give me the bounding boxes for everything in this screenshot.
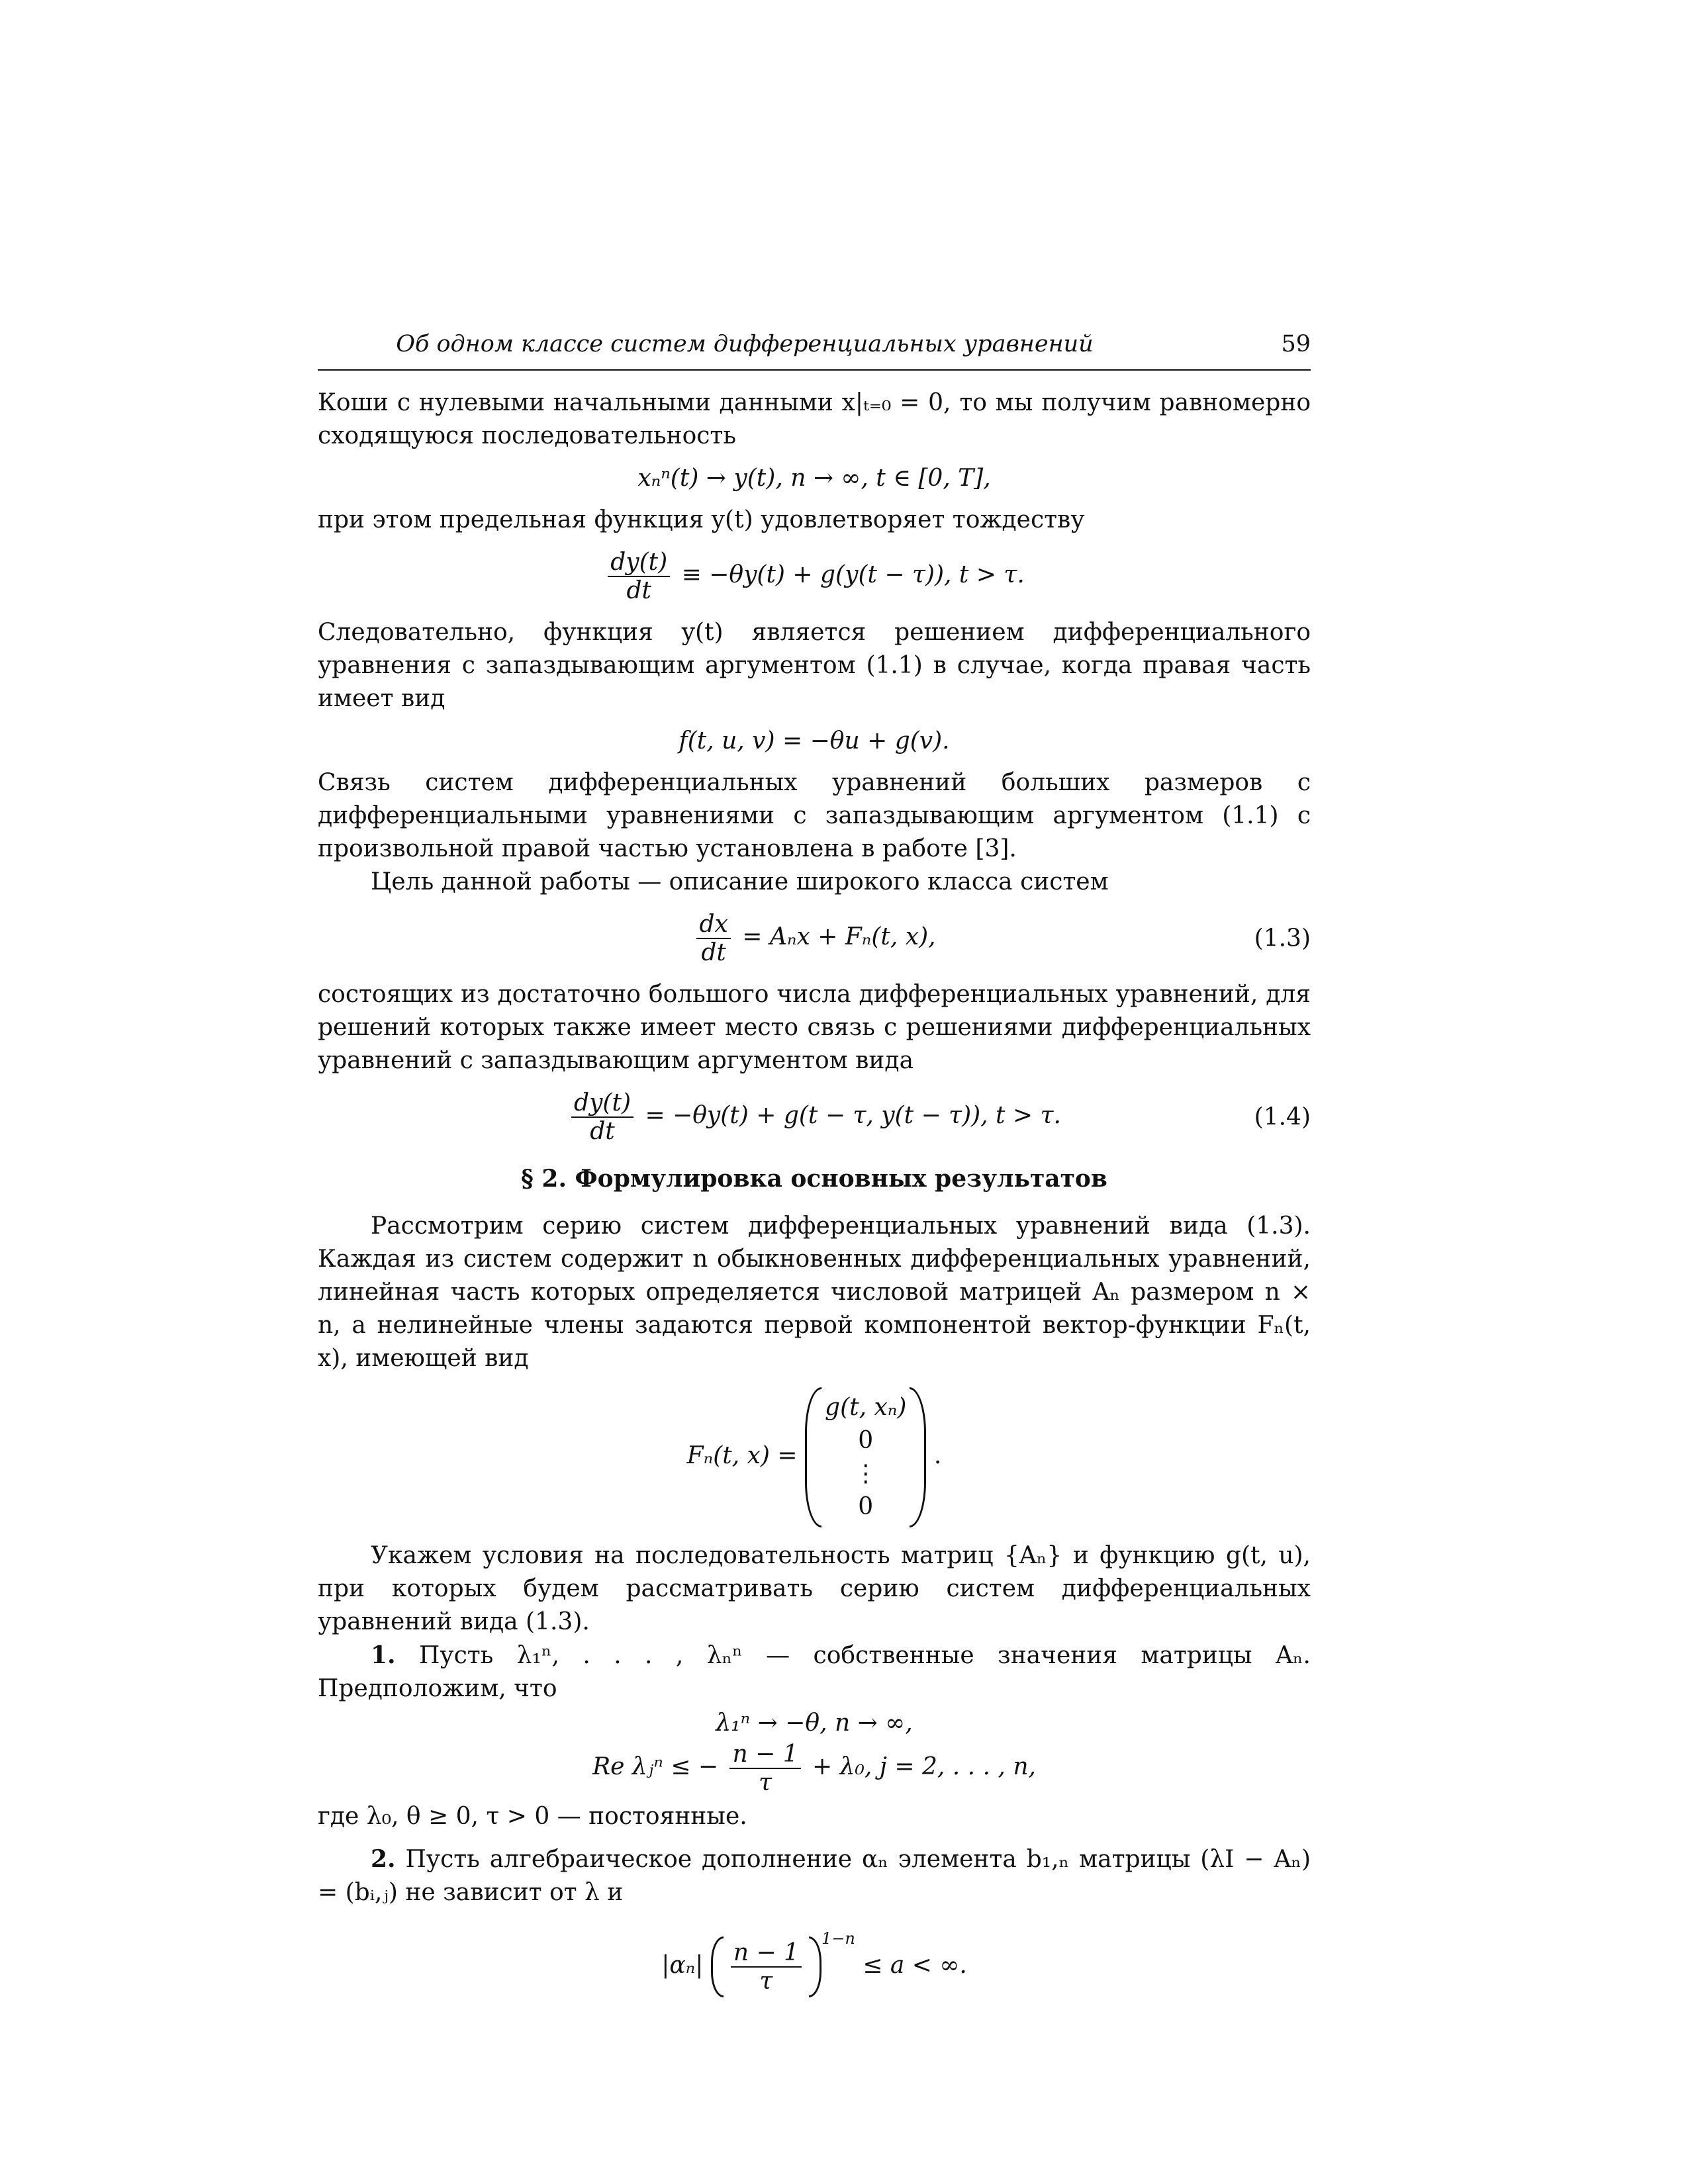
equation-rest: = Aₙx + Fₙ(t, x), [742, 923, 936, 950]
fraction [608, 549, 670, 604]
fraction [696, 911, 730, 966]
equation-eigen-limit [318, 1709, 1311, 1737]
fraction-numerator: n − 1 [729, 1741, 800, 1769]
paragraph-5: Цель данной работы — описание широкого класса систем [371, 868, 1109, 895]
paragraph-2: при этом предельная функция y(t) удовлетворяет тождеству [318, 506, 1085, 533]
fraction [729, 1741, 800, 1796]
fraction-numerator: n − 1 [731, 1939, 802, 1968]
page-number: 59 [1281, 331, 1311, 357]
condition-text: Пусть алгебраическое дополнение αₙ элемента b₁,ₙ матрицы (λI − Aₙ) = (bᵢ,ⱼ) не зависит от λ и [318, 1846, 1311, 1906]
equation-rest: ≡ −θy(t) + g(y(t − τ)), t > τ. [681, 561, 1025, 588]
equation-lhs: |αₙ| [661, 1952, 704, 1979]
condition-1 [318, 1639, 1311, 1706]
column-vector [805, 1387, 926, 1527]
paragraph-7: Рассмотрим серию систем дифференциальных уравнений вида (1.3). Каждая из систем содержит n обыкновенных дифференциальных уравнений, линейная часть которых определяется числовой матрицей Aₙ размером n × n, а нелинейные члены задаются первой компонентой вектор-функции Fₙ(t, x), имеющей вид [318, 1212, 1311, 1372]
equation-rest: ≤ a < ∞. [863, 1952, 967, 1979]
vector-entry: g(t, xₙ) [825, 1394, 907, 1421]
exponent: 1−n [821, 1929, 855, 1948]
equation-alpha-bound [318, 1929, 1311, 1997]
condition-label: 1. [371, 1641, 396, 1669]
equation-lhs: Re λⱼⁿ ≤ − [592, 1753, 718, 1780]
page [318, 331, 1311, 2009]
fraction-denominator: dt [626, 577, 651, 604]
section-heading: § 2. Формулировка основных результатов [521, 1165, 1107, 1193]
running-header [318, 331, 1311, 371]
equation-text: f(t, u, v) = −θu + g(v). [679, 727, 950, 754]
condition-label: 2. [371, 1845, 396, 1873]
equation-rest: + λ₀, j = 2, . . . , n, [812, 1753, 1036, 1780]
paragraph-1: Коши с нулевыми начальными данными x|ₜ₌₀ = 0, то мы получим равномерно сходящуюся последовательность [318, 389, 1311, 449]
equation-1-4 [318, 1089, 1311, 1145]
equation-text: xₙⁿ(t) → y(t), n → ∞, t ∈ [0, T], [637, 465, 991, 492]
vector-entry: 0 [858, 1427, 874, 1454]
running-title: Об одном классе систем дифференциальных уравнений [396, 331, 1094, 357]
paragraph-4: Связь систем дифференциальных уравнений больших размеров с дифференциальными уравнениями с запаздывающим аргументом (1.1) с произвольной правой частью установлена в работе [3]. [318, 769, 1311, 862]
equation-number: (1.4) [1254, 1103, 1311, 1131]
fraction-numerator: dx [696, 911, 730, 939]
fraction-numerator: dy(t) [608, 549, 670, 577]
paragraph-3: Следовательно, функция y(t) является решением дифференциального уравнения с запаздывающим аргументом (1.1) в случае, когда правая часть имеет вид [318, 619, 1311, 712]
equation-vector-function [318, 1387, 1311, 1527]
fraction-denominator: dt [590, 1118, 615, 1145]
fraction [571, 1089, 633, 1145]
equation-rhs [318, 727, 1311, 754]
equation-end: . [933, 1442, 942, 1469]
equation-lhs: Fₙ(t, x) = [686, 1442, 798, 1469]
equation-convergence [318, 465, 1311, 492]
paragraph-6: состоящих из достаточно большого числа дифференциальных уравнений, для решений которых также имеет место связь с решениями дифференциальных уравнений с запаздывающим аргументом вида [318, 981, 1311, 1074]
condition-text: Пусть λ₁ⁿ, . . . , λₙⁿ — собственные значения матрицы Aₙ. Предположим, что [318, 1642, 1311, 1702]
paragraph-8: Укажем условия на последовательность матриц {Aₙ} и функцию g(t, u), при которых будем рассматривать серию систем дифференциальных уравнений вида (1.3). [318, 1542, 1311, 1635]
equation-number: (1.3) [1254, 925, 1311, 952]
fraction-numerator: dy(t) [571, 1089, 633, 1118]
condition-2 [318, 1843, 1311, 1909]
fraction-denominator: τ [759, 1769, 772, 1796]
equation-1-3 [318, 911, 1311, 966]
equation-text: λ₁ⁿ → −θ, n → ∞, [716, 1709, 913, 1737]
equation-identity [318, 549, 1311, 604]
fraction [731, 1939, 802, 1995]
fraction-denominator: dt [701, 939, 726, 966]
fraction-denominator: τ [759, 1968, 773, 1995]
parenthesized-fraction [711, 1936, 821, 1997]
equation-rest: = −θy(t) + g(t − τ, y(t − τ)), t > τ. [645, 1102, 1061, 1129]
vector-entry: 0 [858, 1493, 874, 1520]
equation-eigen-bound [318, 1741, 1311, 1796]
paragraph-9: где λ₀, θ ≥ 0, τ > 0 — постоянные. [318, 1803, 747, 1830]
vector-entry: ⋮ [853, 1460, 878, 1487]
